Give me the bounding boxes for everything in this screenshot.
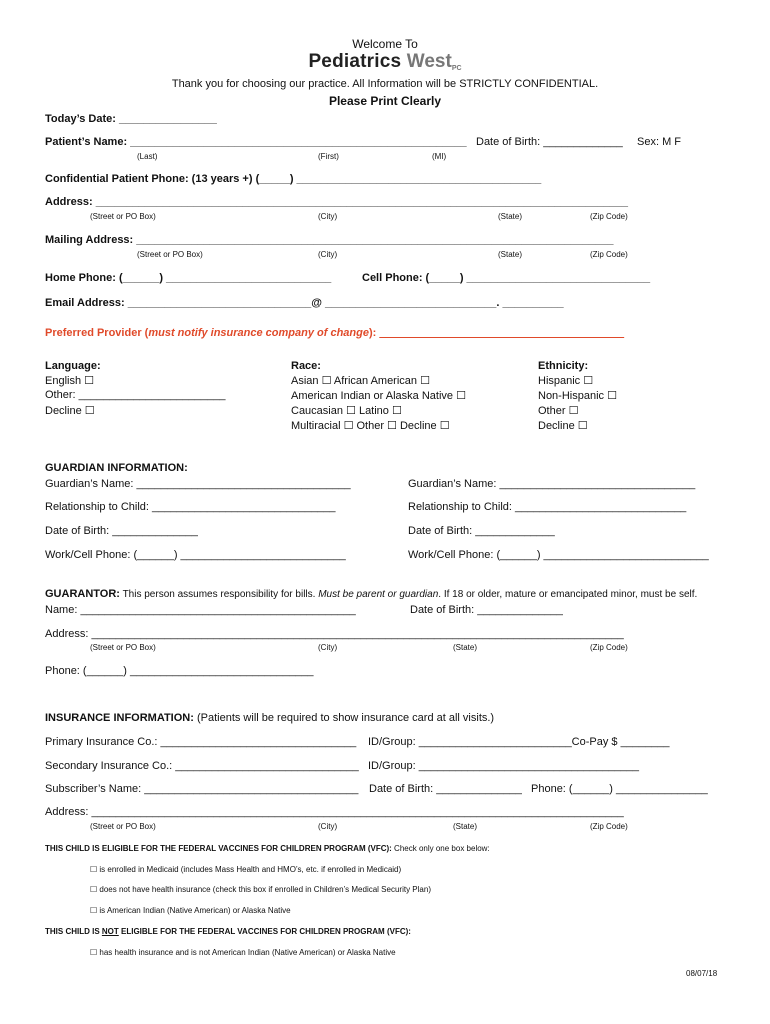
vfc-has-insurance-checkbox[interactable]: ☐ has health insurance and is not American Indian (Native American) or Alaska Native: [90, 948, 396, 957]
preferred-provider-colon: ):: [368, 327, 380, 339]
zip-caption: (Zip Code): [590, 212, 628, 221]
patient-sex-field[interactable]: Sex: M F: [637, 136, 682, 148]
mailing-city-caption: (City): [318, 250, 338, 259]
guardian-1-dob-field[interactable]: Date of Birth: ______________: [45, 525, 198, 537]
todays-date-field[interactable]: Today’s Date: ________________: [45, 113, 217, 125]
home-phone-field[interactable]: Home Phone: (______) ___________________________: [45, 272, 332, 284]
guardian-2-phone-field[interactable]: Work/Cell Phone: (______) ___________________________: [408, 549, 709, 561]
vfc-no-insurance-checkbox[interactable]: ☐ does not have health insurance (check this box if enrolled in Children’s Medical Security Plan): [90, 885, 431, 894]
brand-name: Pediatrics: [308, 51, 407, 72]
insurance-note: (Patients will be required to show insurance card at all visits.): [193, 712, 495, 724]
welcome-text: Welcome To: [352, 37, 418, 51]
form-date: 08/07/18: [686, 969, 718, 978]
guarantor-title: GUARANTOR:: [45, 588, 120, 600]
vfc-eligible-heading: [45, 844, 490, 853]
ethnicity-other-checkbox[interactable]: Other ☐: [538, 405, 579, 417]
insurance-heading: [45, 712, 494, 724]
mi-caption: (MI): [432, 152, 447, 161]
guarantor-state-caption: (State): [453, 643, 478, 652]
language-heading: Language:: [45, 360, 101, 372]
subscriber-name-field[interactable]: Subscriber’s Name: ___________________________________: [45, 783, 359, 795]
insurance-street-caption: (Street or PO Box): [90, 822, 156, 831]
city-caption: (City): [318, 212, 338, 221]
ethnicity-heading: Ethnicity:: [538, 360, 589, 372]
vfc-native-checkbox[interactable]: ☐ is American Indian (Native American) or Alaska Native: [90, 906, 291, 915]
guardian-1-phone-field[interactable]: Work/Cell Phone: (______) ___________________________: [45, 549, 346, 561]
primary-insurance-field[interactable]: Primary Insurance Co.: ________________________________: [45, 736, 357, 748]
race-row-3[interactable]: Caucasian ☐ Latino ☐: [291, 405, 402, 417]
confidential-phone-field[interactable]: Confidential Patient Phone: (13 years +) (_____) ________________________________________: [45, 173, 542, 185]
mailing-zip-caption: (Zip Code): [590, 250, 628, 259]
print-clearly-heading: Please Print Clearly: [328, 94, 442, 108]
mailing-street-caption: (Street or PO Box): [137, 250, 203, 259]
insurance-title: INSURANCE INFORMATION:: [45, 712, 194, 724]
guarantor-dob-field[interactable]: Date of Birth: ______________: [410, 604, 563, 616]
guarantor-phone-field[interactable]: Phone: (______) ______________________________: [45, 665, 314, 677]
preferred-provider-label: Preferred Provider (: [45, 327, 149, 339]
race-heading: Race:: [291, 360, 321, 372]
language-english-checkbox[interactable]: English ☐: [45, 375, 94, 387]
language-other-field[interactable]: Other: ________________________: [45, 389, 226, 401]
vfc-not-eligible-not: NOT: [101, 927, 119, 936]
guardian-2-name-field[interactable]: Guardian’s Name: ________________________________: [408, 478, 696, 490]
preferred-provider-line: ________________________________________: [379, 327, 625, 339]
cell-phone-field[interactable]: Cell Phone: (_____) ______________________________: [362, 272, 651, 284]
subscriber-phone-field[interactable]: Phone: (______) _______________: [531, 783, 708, 795]
vfc-eligible-instruction: Check only one box below:: [391, 844, 490, 853]
guarantor-address-field[interactable]: Address: _______________________________________________________________________________________: [45, 628, 624, 640]
street-caption: (Street or PO Box): [90, 212, 156, 221]
guarantor-zip-caption: (Zip Code): [590, 643, 628, 652]
vfc-not-eligible-c: ELIGIBLE FOR THE FEDERAL VACCINES FOR CHILDREN PROGRAM (VFC):: [118, 927, 411, 936]
vfc-not-eligible-heading: [45, 927, 411, 936]
insurance-address-field[interactable]: Address: _______________________________________________________________________________________: [45, 806, 624, 818]
patient-name-field[interactable]: Patient’s Name: _______________________________________________________: [45, 136, 467, 148]
first-name-caption: (First): [318, 152, 339, 161]
brand-suffix: PC: [451, 65, 462, 73]
race-row-4[interactable]: Multiracial ☐ Other ☐ Decline ☐: [291, 420, 450, 432]
guarantor-desc-2: Must be parent or guardian: [318, 589, 439, 600]
subscriber-dob-field[interactable]: Date of Birth: ______________: [369, 783, 522, 795]
secondary-insurance-field[interactable]: Secondary Insurance Co.: ______________________________: [45, 760, 359, 772]
guardian-heading: GUARDIAN INFORMATION:: [45, 462, 188, 474]
guarantor-desc-1: This person assumes responsibility for bills.: [119, 589, 319, 600]
preferred-provider-note: must notify insurance company of change: [148, 327, 369, 339]
brand-name-west: West: [406, 51, 452, 72]
address-field[interactable]: Address: _______________________________________________________________________________________: [45, 196, 628, 208]
insurance-zip-caption: (Zip Code): [590, 822, 628, 831]
primary-id-copay-field[interactable]: ID/Group: _________________________Co-Pay $ ________: [368, 736, 670, 748]
preferred-provider-field[interactable]: [45, 327, 624, 339]
ethnicity-decline-checkbox[interactable]: Decline ☐: [538, 420, 588, 432]
ethnicity-hispanic-checkbox[interactable]: Hispanic ☐: [538, 375, 594, 387]
race-row-1[interactable]: Asian ☐ African American ☐: [291, 375, 430, 387]
insurance-state-caption: (State): [453, 822, 478, 831]
guardian-1-name-field[interactable]: Guardian’s Name: ___________________________________: [45, 478, 351, 490]
confidential-notice: Thank you for choosing our practice. All Information will be STRICTLY CONFIDENTIAL.: [171, 78, 599, 90]
guardian-2-relationship-field[interactable]: Relationship to Child: ____________________________: [408, 501, 687, 513]
guardian-2-dob-field[interactable]: Date of Birth: _____________: [408, 525, 555, 537]
state-caption: (State): [498, 212, 523, 221]
vfc-medicaid-checkbox[interactable]: ☐ is enrolled in Medicaid (includes Mass Health and HMO’s, etc. if enrolled in Medicaid): [90, 865, 402, 874]
guarantor-desc-3: . If 18 or older, mature or emancipated minor, must be self.: [438, 589, 698, 600]
vfc-not-eligible-a: THIS CHILD IS: [45, 927, 102, 936]
insurance-city-caption: (City): [318, 822, 338, 831]
brand-logo: [0, 51, 770, 73]
guarantor-name-field[interactable]: Name: _____________________________________________: [45, 604, 356, 616]
guarantor-street-caption: (Street or PO Box): [90, 643, 156, 652]
guardian-1-relationship-field[interactable]: Relationship to Child: ______________________________: [45, 501, 336, 513]
mailing-address-field[interactable]: Mailing Address: ______________________________________________________________________________: [45, 234, 614, 246]
guarantor-heading: [45, 588, 697, 600]
email-field[interactable]: Email Address: ______________________________@ ____________________________. __________: [45, 297, 564, 309]
vfc-eligible-title: THIS CHILD IS ELIGIBLE FOR THE FEDERAL VACCINES FOR CHILDREN PROGRAM (VFC):: [45, 844, 392, 853]
patient-dob-field[interactable]: Date of Birth: _____________: [476, 136, 623, 148]
secondary-id-field[interactable]: ID/Group: ____________________________________: [368, 760, 639, 772]
last-name-caption: (Last): [137, 152, 158, 161]
race-row-2[interactable]: American Indian or Alaska Native ☐: [291, 390, 466, 402]
language-decline-checkbox[interactable]: Decline ☐: [45, 405, 95, 417]
mailing-state-caption: (State): [498, 250, 523, 259]
guarantor-city-caption: (City): [318, 643, 338, 652]
ethnicity-non-hispanic-checkbox[interactable]: Non-Hispanic ☐: [538, 390, 617, 402]
